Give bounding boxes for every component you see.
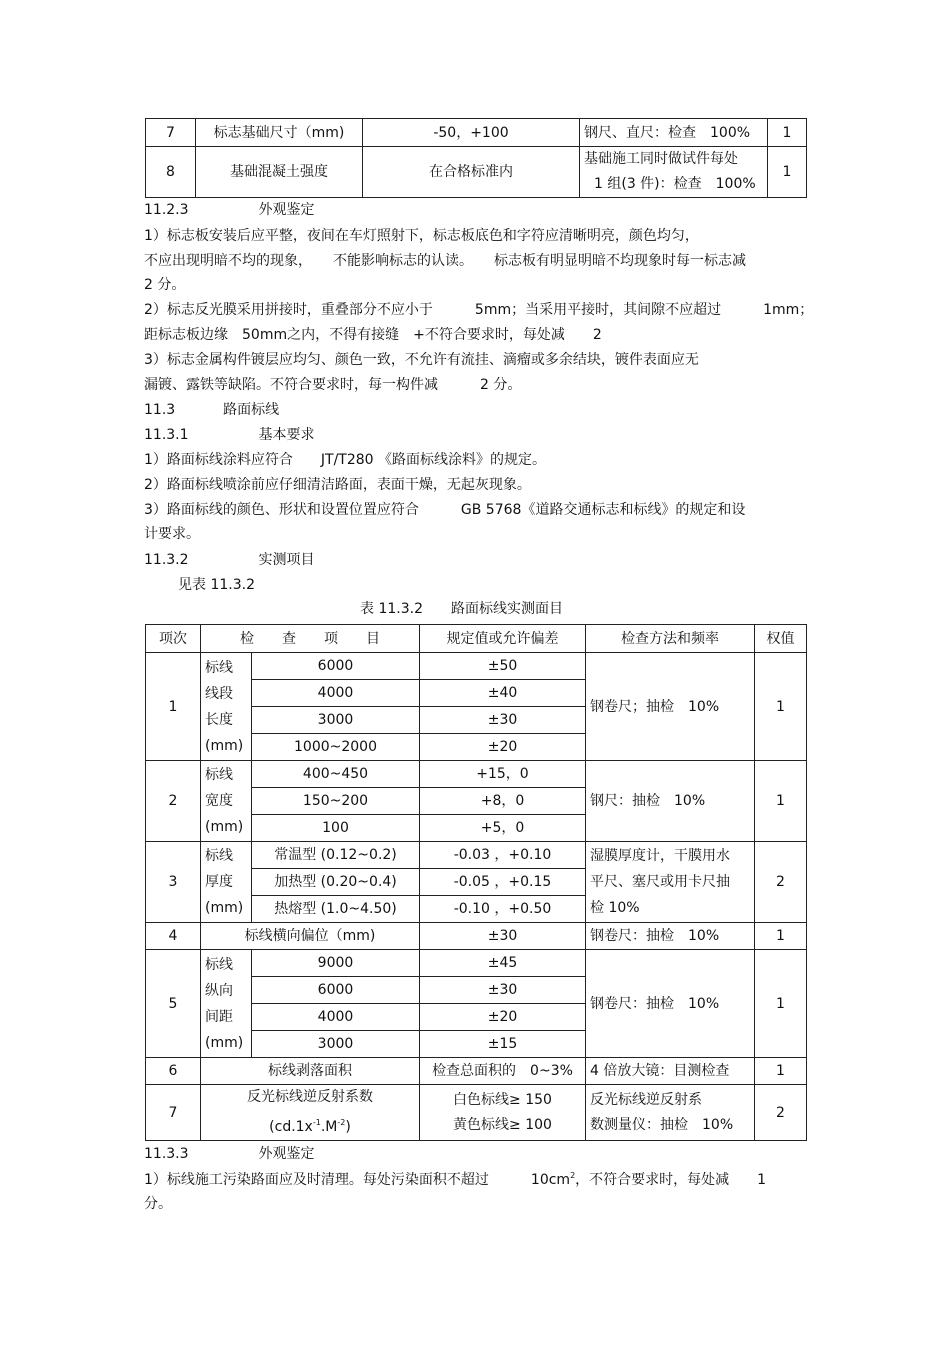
- table-row: [146, 842, 807, 869]
- table-sign-foundation: [145, 118, 807, 198]
- cell-method: 钢尺、直尺：检查 100%: [580, 119, 768, 147]
- section-heading-11-3: [144, 403, 279, 417]
- cell-sub-item: 热熔型 (1.0~4.50): [252, 896, 420, 923]
- label-line: 线段: [205, 685, 233, 702]
- item-line: 反光标线逆反射系数: [247, 1089, 373, 1105]
- cell-sub-item: 6000: [252, 977, 420, 1004]
- cell-spec: ±30: [420, 707, 586, 734]
- cell-spec: ±20: [420, 734, 586, 761]
- label-line: 厚度: [205, 874, 233, 890]
- paragraph-line: 1）标志板安装后应平整，夜间在车灯照射下，标志板底色和字符应清晰明亮，颜色均匀，: [144, 228, 699, 244]
- paragraph-line: 不应出现明暗不均的现象， 不能影响标志的认读。 标志板有明显明暗不均现象时每一标志减: [144, 253, 746, 269]
- cell-item: 标线剥落面积: [201, 1058, 420, 1085]
- paragraph-line: 1）路面标线涂料应符合 JT/T280 《路面标线涂料》的规定。: [144, 452, 547, 468]
- cell-spec: ±50: [420, 653, 586, 680]
- cell-method: [586, 1085, 755, 1141]
- cell-method: 钢尺：抽检 10%: [586, 761, 755, 842]
- cell-sub-item: 100: [252, 815, 420, 842]
- paragraph-line: 分。: [144, 1196, 172, 1212]
- cell-sub-item: 150~200: [252, 788, 420, 815]
- section-title: 外观鉴定: [258, 202, 315, 218]
- cell-spec: +8，0: [420, 788, 586, 815]
- area-exponent: 2: [570, 1171, 576, 1180]
- section-number: 11.3: [144, 402, 176, 418]
- header-weight: 权值: [755, 625, 807, 653]
- cell-item: 标志基础尺寸（mm): [196, 119, 363, 147]
- method-line: 检 10%: [590, 900, 640, 916]
- section-heading-11-3-2: [144, 553, 315, 567]
- cell-weight: 2: [755, 842, 807, 923]
- table-row: [146, 923, 807, 950]
- table-row: [146, 761, 807, 788]
- unit-part: (cd.1x: [269, 1119, 313, 1135]
- cell-group-label: [201, 653, 252, 761]
- cell-spec: ±30: [420, 923, 586, 950]
- cell-sub-item: 4000: [252, 680, 420, 707]
- table-row: [146, 1058, 807, 1085]
- item-line-unit: [203, 1110, 417, 1140]
- label-line: 标线: [205, 767, 233, 783]
- cell-sub-item: 加热型 (0.20~0.4): [252, 869, 420, 896]
- cell-spec: -0.05 ，+0.15: [420, 869, 586, 896]
- cell-spec: ±20: [420, 1004, 586, 1031]
- paragraph-line: 2 分。: [144, 277, 186, 293]
- cell-sub-item: 常温型 (0.12~0.2): [252, 842, 420, 869]
- section-number: 11.2.3: [144, 202, 189, 218]
- cell-sub-item: 4000: [252, 1004, 420, 1031]
- cell-no: 7: [146, 119, 196, 147]
- cell-sub-item: 400~450: [252, 761, 420, 788]
- cell-spec: 在合格标准内: [363, 147, 580, 198]
- label-line: 宽度: [205, 793, 233, 809]
- section-title: 基本要求: [258, 427, 315, 443]
- cell-no: 7: [146, 1085, 201, 1141]
- paragraph-line: 2）标志反光膜采用拼接时，重叠部分不应小于 5mm；当采用平接时，其间隙不应超过 1mm；: [144, 302, 814, 318]
- label-line: 长度: [205, 711, 233, 728]
- header-no: 项次: [146, 625, 201, 653]
- cell-spec: +15，0: [420, 761, 586, 788]
- method-line: 数测量仪：抽检 10%: [590, 1116, 734, 1133]
- label-line: 标线: [205, 659, 233, 676]
- cell-no: 2: [146, 761, 201, 842]
- table-road-marking: [145, 624, 807, 1141]
- cell-no: 8: [146, 147, 196, 198]
- label-line: (mm): [205, 737, 244, 754]
- section-number: 11.3.2: [144, 552, 189, 568]
- unit-exponent: -1: [312, 1118, 321, 1127]
- paragraph-line: 漏镀、露铁等缺陷。不符合要求时，每一构件减 2 分。: [144, 377, 522, 393]
- section-title: 实测项目: [258, 552, 315, 568]
- section-title: 路面标线: [223, 402, 280, 418]
- cell-spec: ±45: [420, 950, 586, 977]
- cell-method-line: 基础施工同时做试件每处: [584, 151, 738, 167]
- cell-item: 基础混凝土强度: [196, 147, 363, 198]
- table-row: [146, 653, 807, 680]
- cell-method: 钢卷尺：抽检 10%: [586, 923, 755, 950]
- cell-weight: 2: [755, 1085, 807, 1141]
- cell-spec: ±30: [420, 977, 586, 1004]
- cell-method: [580, 147, 768, 198]
- cell-item: 标线横向偏位（mm): [201, 923, 420, 950]
- cell-sub-item: 1000~2000: [252, 734, 420, 761]
- text-part: 1）标线施工污染路面应及时清理。每处污染面积不超过 10cm: [144, 1172, 571, 1188]
- cell-method: 钢卷尺；抽检 10%: [586, 653, 755, 761]
- spec-line: 白色标线≥ 150: [453, 1091, 552, 1108]
- paragraph-line: 距标志板边缘 50mm之内，不得有接缝 +不符合要求时，每处减 2: [144, 327, 602, 343]
- cell-no: 5: [146, 950, 201, 1058]
- label-line: 标线: [205, 956, 233, 973]
- spec-line: 黄色标线≥ 100: [453, 1116, 552, 1133]
- paragraph-line: 计要求。: [144, 526, 200, 542]
- cell-group-label: [201, 950, 252, 1058]
- label-line: (mm): [205, 900, 244, 916]
- section-heading-11-3-1: [144, 428, 315, 442]
- cell-weight: 1: [755, 950, 807, 1058]
- section-title: 外观鉴定: [258, 1146, 315, 1162]
- unit-part: .M: [320, 1119, 338, 1135]
- paragraph-line: 3）路面标线的颜色、形状和设置位置应符合 GB 5768《道路交通标志和标线》的规定和设: [144, 502, 746, 518]
- method-line: 平尺、塞尺或用卡尺抽: [590, 874, 730, 890]
- cell-no: 1: [146, 653, 201, 761]
- section-number: 11.3.1: [144, 427, 189, 443]
- label-line: 标线: [205, 848, 233, 864]
- cell-no: 3: [146, 842, 201, 923]
- cell-weight: 1: [755, 761, 807, 842]
- cell-spec: [420, 1085, 586, 1141]
- header-method: 检查方法和频率: [586, 625, 755, 653]
- label-line: (mm): [205, 819, 244, 835]
- table-row: [146, 147, 807, 198]
- unit-exponent: -2: [337, 1118, 346, 1127]
- label-line: 纵向: [205, 982, 233, 999]
- unit-part: ): [345, 1119, 351, 1135]
- paragraph-line: 3）标志金属构件镀层应均匀、颜色一致，不允许有流挂、滴瘤或多余结块，镀件表面应无: [144, 352, 699, 368]
- cell-no: 6: [146, 1058, 201, 1085]
- cell-method: [586, 842, 755, 923]
- section-number: 11.3.3: [144, 1146, 189, 1162]
- cell-sub-item: 6000: [252, 653, 420, 680]
- cell-weight: 1: [755, 653, 807, 761]
- table-row: [146, 1085, 807, 1141]
- cell-weight: 1: [755, 1058, 807, 1085]
- cell-sub-item: 9000: [252, 950, 420, 977]
- table-header-row: [146, 625, 807, 653]
- label-line: (mm): [205, 1034, 244, 1051]
- cell-weight: 1: [755, 923, 807, 950]
- cell-method: 钢卷尺：抽检 10%: [586, 950, 755, 1058]
- table-caption: 表 11.3.2 路面标线实测面目: [360, 601, 563, 617]
- paragraph-line: 2）路面标线喷涂前应仔细清洁路面，表面干燥，无起灰现象。: [144, 477, 531, 493]
- cell-group-label: [201, 842, 252, 923]
- method-line: 湿膜厚度计，干膜用水: [590, 848, 730, 864]
- section-heading-11-2-3: [144, 203, 315, 217]
- cell-spec: -0.03 ，+0.10: [420, 842, 586, 869]
- cell-spec: -50，+100: [363, 119, 580, 147]
- table-row: [146, 950, 807, 977]
- text-part: ，不符合要求时，每处减 1: [575, 1172, 767, 1188]
- cell-spec: 检查总面积的 0~3%: [420, 1058, 586, 1085]
- cell-sub-item: 3000: [252, 707, 420, 734]
- cell-spec: +5，0: [420, 815, 586, 842]
- paragraph-line: [144, 1172, 766, 1187]
- cell-weight: 1: [768, 119, 807, 147]
- cell-weight: 1: [768, 147, 807, 198]
- table-row: [146, 119, 807, 147]
- section-heading-11-3-3: [144, 1147, 315, 1161]
- cell-sub-item: 3000: [252, 1031, 420, 1058]
- cell-no: 4: [146, 923, 201, 950]
- cell-spec: ±40: [420, 680, 586, 707]
- cell-spec: ±15: [420, 1031, 586, 1058]
- cell-method-line: 1 组(3 件)：检查 100%: [594, 176, 756, 192]
- header-spec: 规定值或允许偏差: [420, 625, 586, 653]
- header-item: 检 查 项 目: [201, 625, 420, 653]
- cell-group-label: [201, 761, 252, 842]
- label-line: 间距: [205, 1008, 233, 1025]
- cell-spec: -0.10 ，+0.50: [420, 896, 586, 923]
- table-reference: 见表 11.3.2: [178, 577, 255, 593]
- cell-item: [201, 1085, 420, 1141]
- method-line: 反光标线逆反射系: [590, 1091, 702, 1108]
- cell-method: 4 倍放大镜：目测检查: [586, 1058, 755, 1085]
